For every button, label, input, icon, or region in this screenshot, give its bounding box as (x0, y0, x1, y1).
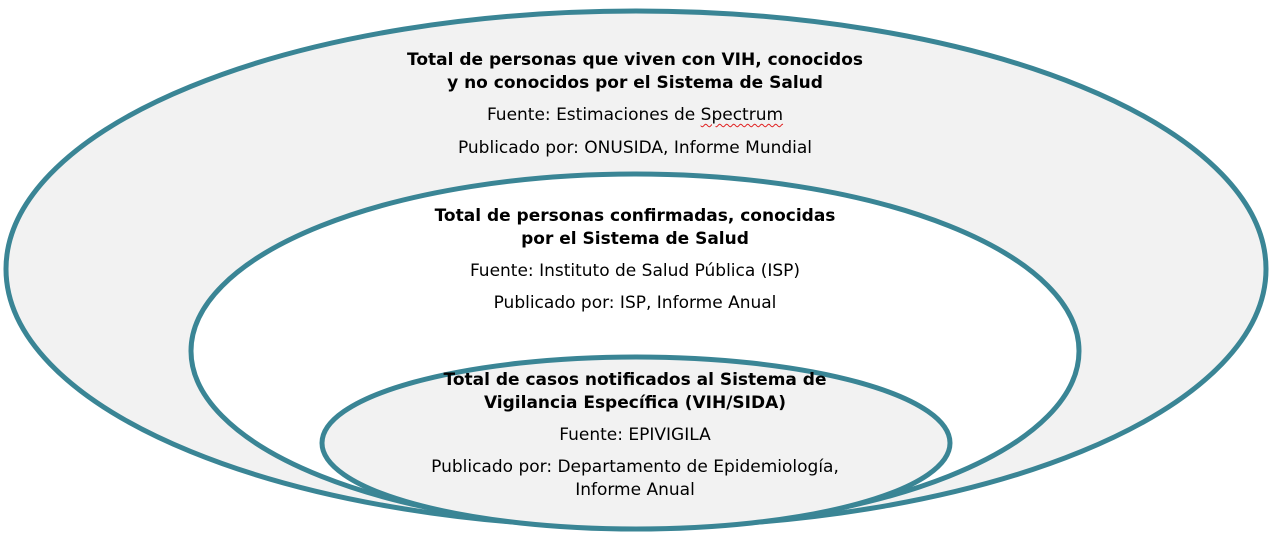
middle-title-line-1: Total de personas confirmadas, conocidas (434, 206, 836, 226)
inner-published-line-1: Publicado por: Departamento de Epidemiología, (431, 457, 839, 477)
outer-source (385, 104, 885, 127)
outer-source-prefix: Fuente: Estimaciones de (486, 105, 701, 125)
outer-published: Publicado por: ONUSIDA, Informe Mundial (457, 138, 813, 158)
inner-source: Fuente: EPIVIGILA (559, 425, 711, 445)
outer-title-line-2: y no conocidos por el Sistema de Salud (447, 73, 823, 93)
inner-title-line-1: Total de casos notificados al Sistema de (443, 370, 827, 390)
outer-source-spellcheck-word: Spectrum (700, 105, 784, 125)
inner-published-line-2: Informe Anual (575, 480, 695, 500)
inner-title-line-2: Vigilancia Específica (VIH/SIDA) (483, 393, 787, 413)
middle-source: Fuente: Instituto de Salud Pública (ISP) (469, 261, 801, 281)
middle-title-line-2: por el Sistema de Salud (521, 229, 749, 249)
outer-title-line-1: Total de personas que viven con VIH, conocidos (406, 50, 863, 70)
middle-published: Publicado por: ISP, Informe Anual (493, 293, 777, 313)
